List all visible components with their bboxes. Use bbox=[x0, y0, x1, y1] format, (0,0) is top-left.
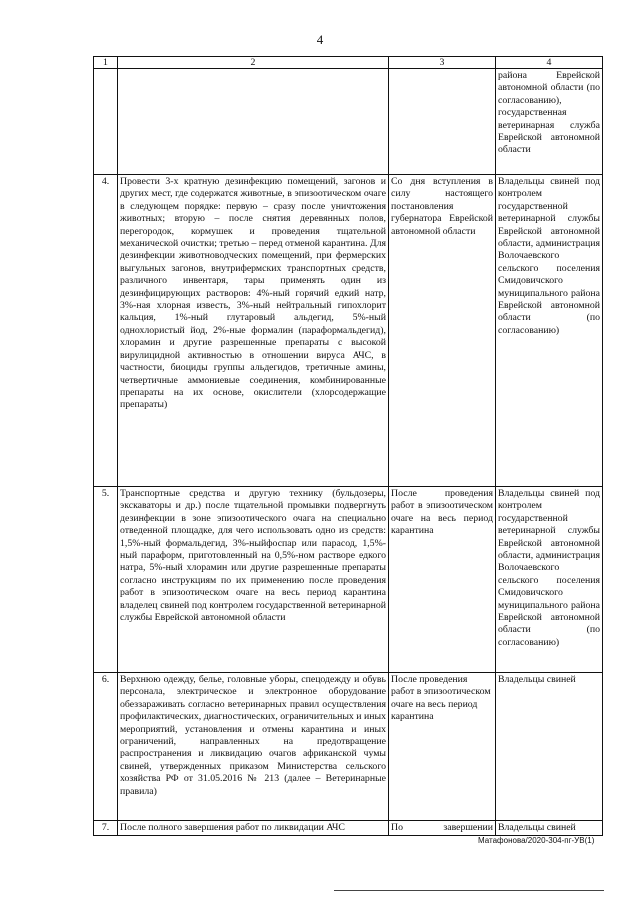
term-cell: По завершении bbox=[389, 821, 496, 836]
term-cell: После проведения работ в эпизоотическом очаге на весь период карантина bbox=[389, 673, 496, 821]
measure-cell: Транспортные средства и другую технику (бульдозеры, экскаваторы и др.) после тщательной промывки подвергнуть дезинфекции в зоне эпизоотического очага на специально отведенной площадке, для чего использовать одно из средств: 1,5%-ный формальдегид, 3%-ныйфоспар или парасод, 1,5%-ный параформ, приготовленный на 0,5%-ном растворе едкого натра, 5%-ный хлорамин или другие разрешенные препараты согласно инструкциям по их применению после проведения работ в эпизоотическом очаге на весь период карантина владелец свиней под контролем государственной ветеринарной службы Еврейской автономной области bbox=[118, 487, 389, 673]
responsible-cell: района Еврейской автономной области (по согласованию), государственная ветеринарная служба Еврейской автономной области bbox=[496, 69, 603, 175]
table-row bbox=[94, 69, 603, 175]
term-cell: Со дня вступления в силу настоящего постановления губернатора Еврейской автономной области bbox=[389, 175, 496, 487]
responsible-cell: Владельцы свиней bbox=[496, 673, 603, 821]
row-number bbox=[94, 69, 118, 175]
term-cell bbox=[389, 69, 496, 175]
header-cell-2: 2 bbox=[118, 57, 389, 69]
responsible-cell: Владельцы свиней bbox=[496, 821, 603, 836]
table-row bbox=[94, 487, 603, 673]
responsible-cell: Владельцы свиней под контролем государственной ветеринарной службы Еврейской автономной области, администрация Волочаевского сельского поселения Смидовичского муниципального района Еврейской автономной области (по согласованию) bbox=[496, 487, 603, 673]
footer-divider bbox=[334, 890, 604, 891]
measures-table bbox=[93, 56, 603, 836]
table-header-row bbox=[94, 57, 603, 69]
term-cell: После проведения работ в эпизоотическом очаге на весь период карантина bbox=[389, 487, 496, 673]
measure-cell: Провести 3-х кратную дезинфекцию помещений, загонов и других мест, где содержатся животные, в эпизоотическом очаге в следующем порядке: первую – сразу после уничтожения животных; вторую – после снятия деревянных полов, перегородок, кормушек и проведения тщательной механической очистки; третью – перед отменой карантина. Для дезинфекции животноводческих помещений, при фермерских выгульных загонов, внутрифермских транспортных средств, различного инвентаря, тары применять один из дезинфицирующих растворов: 4%-ный горячий едкий натр, 3%-ная хлорная известь, 3%-ный нейтральный гипохлорит кальция, 1%-ный глутаровый альдегид, 5%-ный однохлористый йод, 2%-ные формалин (параформальдегид), хлорамин и другие разрешенные препараты с высокой вирулицидной активностью в отношении вируса АЧС, в частности, биоциды группы альдегидов, третичные амины, четвертичные аммониевые соединения, комбинированные препараты на их основе, окислители (хлорсодержащие препараты) bbox=[118, 175, 389, 487]
row-number: 7. bbox=[94, 821, 118, 836]
row-number: 6. bbox=[94, 673, 118, 821]
document-id: Матафонова/2020-304-пг-УВ(1) bbox=[478, 836, 595, 845]
table-row bbox=[94, 673, 603, 821]
row-number: 5. bbox=[94, 487, 118, 673]
measure-cell: Верхнюю одежду, белье, головные уборы, спецодежду и обувь персонала, электрическое и электронное оборудование обеззараживать согласно ветеринарных правил осуществления профилактических, диагностических, ограничительных и иных мероприятий, установления и отмены карантина и иных ограничений, направленных на предотвращение распространения и ликвидацию очагов африканской чумы свиней, утвержденных приказом Министерства сельского хозяйства РФ от 31.05.2016 № 213 (далее – Ветеринарные правила) bbox=[118, 673, 389, 821]
header-cell-1: 1 bbox=[94, 57, 118, 69]
header-cell-3: 3 bbox=[389, 57, 496, 69]
header-cell-4: 4 bbox=[496, 57, 603, 69]
row-number: 4. bbox=[94, 175, 118, 487]
table-row bbox=[94, 821, 603, 836]
measure-cell: После полного завершения работ по ликвидации АЧС bbox=[118, 821, 389, 836]
measure-cell bbox=[118, 69, 389, 175]
page-number: 4 bbox=[316, 32, 324, 47]
responsible-cell: Владельцы свиней под контролем государственной ветеринарной службы Еврейской автономной области, администрация Волочаевского сельского поселения Смидовичского муниципального района Еврейской автономной области (по согласованию) bbox=[496, 175, 603, 487]
table-row bbox=[94, 175, 603, 487]
